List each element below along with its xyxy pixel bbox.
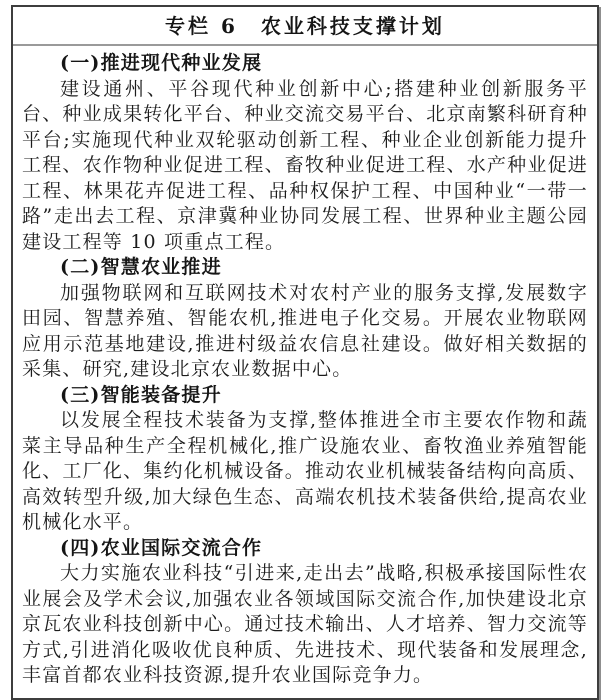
section-4-body: 大力实施农业科技“引进来,走出去”战略,积极承接国际性农业展会及学术会议,加强农业各领域国际交流合作,加快建设北京京瓦农业科技创新中心。通过技术输出、人才培养、智力交流等方式,引进消化吸收优良种质、先进技术、现代装备和发展理念,丰富首都农业科技资源,提升农业国际竞争力。 [22,562,588,686]
section-3-body: 以发展全程技术装备为支撑,整体推进全市主要农作物和蔬菜主导品种生产全程机械化,推广设施农业、畜牧渔业养殖智能化、工厂化、集约化机械设备。推动农业机械装备结构向高质、高效转型升级,加大绿色生态、高端农机技术装备供给,提高农业机械化水平。 [22,409,588,533]
column-box [11,5,599,700]
panel-body [13,46,597,698]
section-2-body: 加强物联网和互联网技术对农村产业的服务支撑,发展数字田园、智慧养殖、智能农机,推进电子化交易。开展农业物联网应用示范基地建设,推进村级益农信息社建设。做好相关数据的采集、研究,建设北京农业数据中心。 [22,281,588,380]
section-1-body: 建设通州、平谷现代种业创新中心;搭建种业创新服务平台、种业成果转化平台、种业交流交易平台、北京南繁科研育种平台;实施现代种业双轮驱动创新工程、种业企业创新能力提升工程、农作物种业促进工程、畜牧种业促进工程、水产种业促进工程、林果花卉促进工程、品种权保护工程、中国种业“一带一路”走出去工程、京津冀种业协同发展工程、世界种业主题公园建设工程等 10 项重点工程。 [22,77,588,253]
section-3-heading: (三)智能装备提升 [60,383,222,406]
section-1-heading: (一)推进现代种业发展 [60,52,263,74]
section-intelligent-equipment [22,383,588,536]
section-smart-agriculture [22,255,588,383]
section-2-heading: (二)智慧农业推进 [60,256,222,278]
section-modern-seed-industry [22,51,588,255]
panel-title: 专栏 6 农业科技支撑计划 [13,7,597,46]
section-4-heading: (四)农业国际交流合作 [60,536,263,559]
section-international-exchange [22,536,588,689]
